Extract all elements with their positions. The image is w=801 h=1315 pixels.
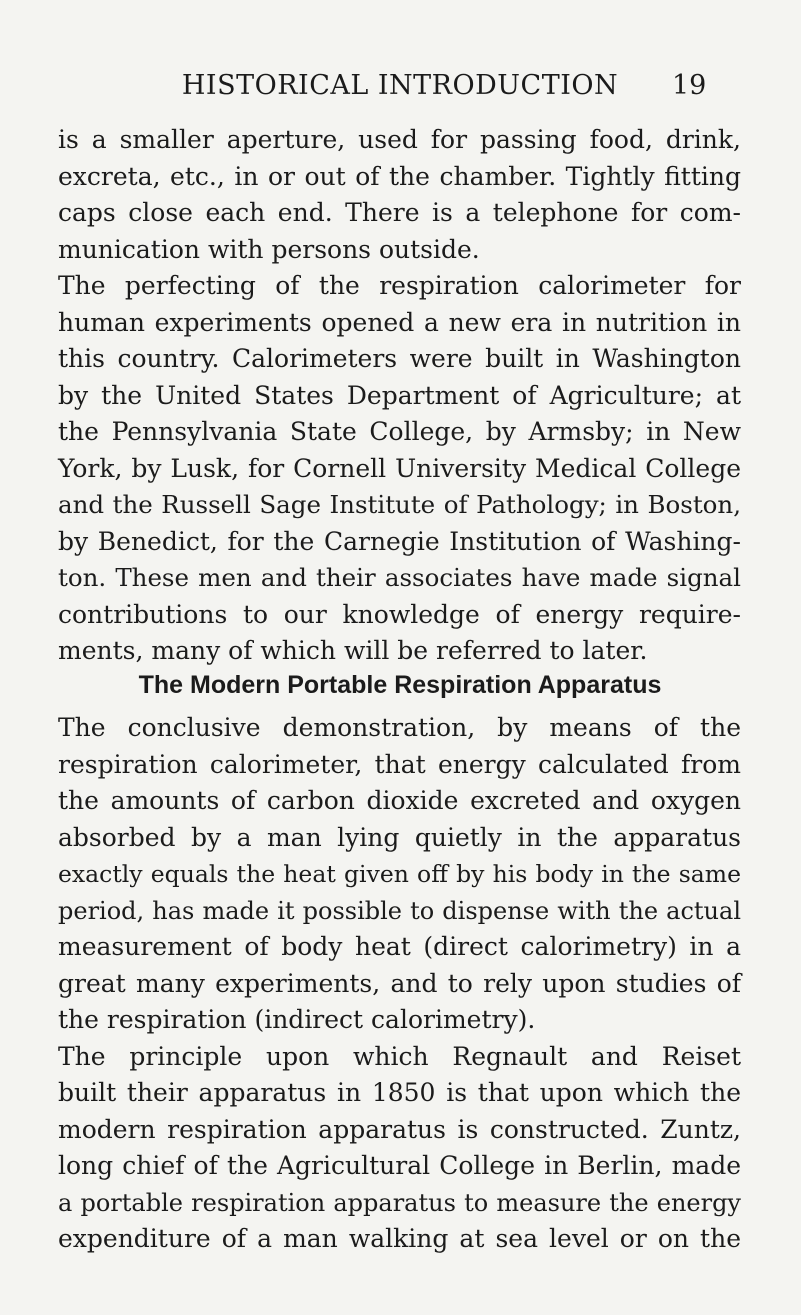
text-line: measurement of body heat (direct calorimetry) in a: [58, 932, 741, 961]
text-line: modern respiration apparatus is constructed. Zuntz,: [58, 1114, 741, 1144]
paragraph-block-1: [58, 122, 741, 670]
text-line: great many experiments, and to rely upon studies of: [58, 968, 741, 998]
page-number: 19: [672, 70, 707, 101]
text-line: exactly equals the heat given off by his body in the same: [58, 860, 741, 888]
text-line: a portable respiration apparatus to measure the energy: [58, 1188, 741, 1217]
text-line: contributions to our knowledge of energy require-: [58, 599, 741, 629]
text-line: long chief of the Agricultural College in Berlin, made: [58, 1151, 741, 1180]
text-line: York, by Lusk, for Cornell University Medical College: [58, 453, 741, 483]
text-line: caps close each end. There is a telephone for com-: [58, 198, 741, 227]
text-line: this country. Calorimeters were built in Washington: [58, 344, 741, 373]
text-line: is a smaller aperture, used for passing food, drink,: [58, 125, 741, 154]
text-line: The conclusive demonstration, by means of the: [58, 713, 741, 742]
text-line: the Pennsylvania State College, by Armsby; in New: [58, 417, 741, 446]
text-line: munication with persons outside.: [58, 234, 480, 264]
text-line: ton. These men and their associates have made signal: [58, 563, 741, 592]
text-line: by Benedict, for the Carnegie Institution of Washing-: [58, 526, 741, 556]
text-line: human experiments opened a new era in nutrition in: [58, 307, 741, 337]
text-line: period, has made it possible to dispense with the actual: [58, 896, 741, 925]
text-line: the amounts of carbon dioxide excreted and oxygen: [58, 786, 741, 815]
text-line: The principle upon which Regnault and Reiset: [58, 1041, 741, 1071]
text-line: ments, many of which will be referred to later.: [58, 636, 648, 665]
text-line: excreta, etc., in or out of the chamber. Tightly fitting: [58, 161, 741, 191]
text-line: the respiration (indirect calorimetry).: [58, 1005, 536, 1034]
running-head: HISTORICAL INTRODUCTION: [181, 70, 619, 101]
text-line: and the Russell Sage Institute of Pathology; in Boston,: [58, 490, 741, 519]
paragraph-block-2: [58, 710, 741, 1258]
text-line: expenditure of a man walking at sea level or on the: [58, 1224, 741, 1253]
text-line: by the United States Department of Agriculture; at: [58, 380, 741, 410]
text-line: The perfecting of the respiration calorimeter for: [58, 271, 741, 300]
section-heading: The Modern Portable Respiration Apparatus: [138, 671, 662, 699]
text-line: respiration calorimeter, that energy calculated from: [58, 749, 741, 779]
text-line: absorbed by a man lying quietly in the apparatus: [58, 822, 741, 852]
text-line: built their apparatus in 1850 is that upon which the: [58, 1078, 741, 1107]
